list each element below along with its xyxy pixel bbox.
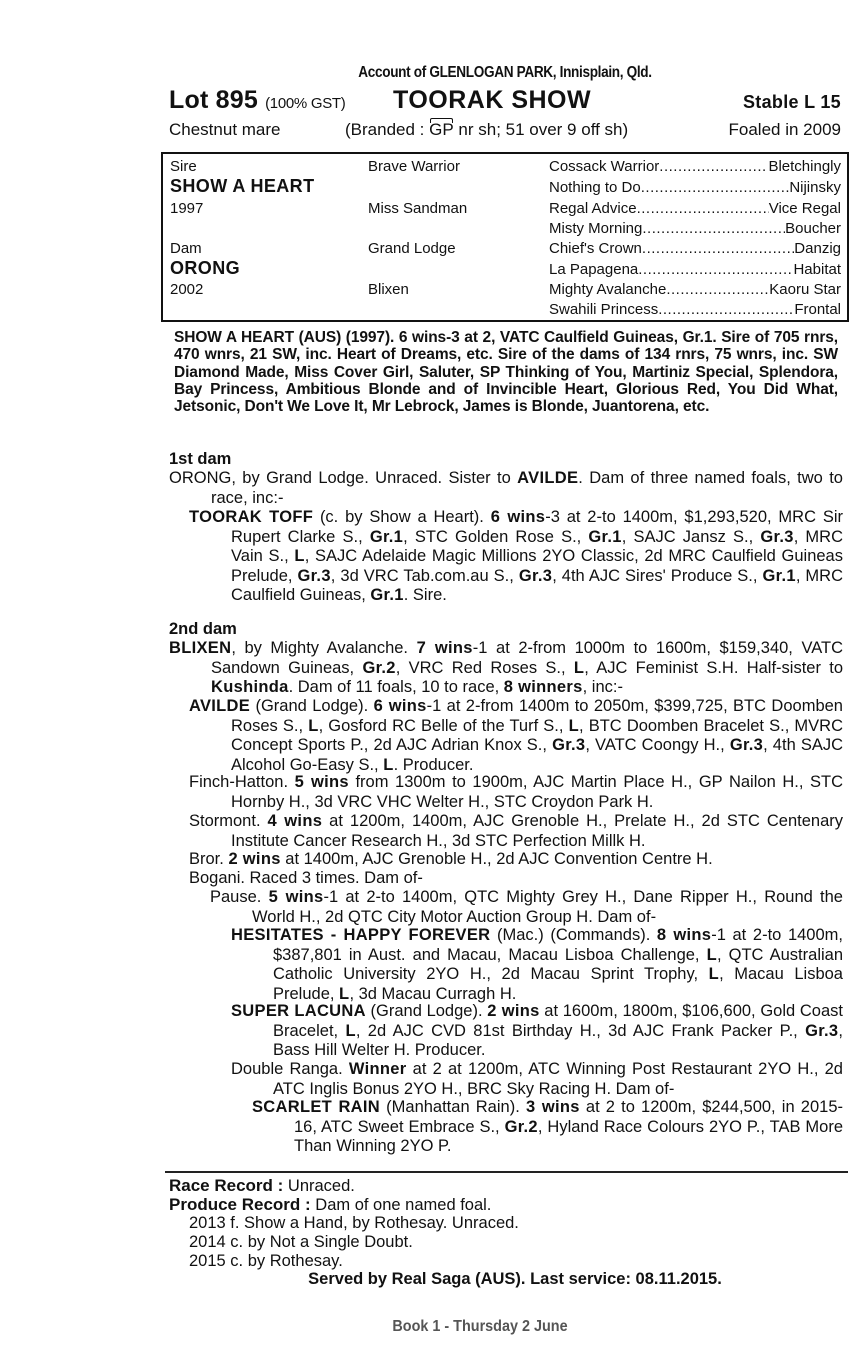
grandparent-name: Misty Morning [549,220,643,237]
text-run: , Hyland Race Colours 2YO P., TAB More Than Winning 2YO P. [294,1117,843,1156]
text-run: , BTC Doomben Bracelet S., MVRC Concept Sports P., 2d AJC Adrian Knox S., [231,716,843,755]
text-run: Double Ranga. [231,1060,349,1078]
grandparent-row [549,179,841,197]
bold-text: 8 wins [656,926,712,944]
text-run: at 1400m, AJC Grenoble H., 2d AJC Convention Centre H. [280,850,713,868]
grandparent-row [549,158,841,176]
text-run: at 2 to 1200m, $244,500, in 2015-16, ATC Sweet Embrace S., [294,1098,843,1136]
text-run: , 4th AJC Sires' Produce S., [552,566,763,585]
progeny-entry [189,869,843,889]
grandparent-sire: Danzig [794,240,841,257]
text-run: Pause. [210,888,269,906]
bold-text: Gr.1 [370,586,404,605]
color-sex: Chestnut mare [169,120,281,139]
bold-text: 6 wins [373,697,427,715]
leader-dots [641,179,790,197]
bold-text: SCARLET RAIN [252,1098,380,1116]
grandparent-name: Chief's Crown [549,240,642,257]
grand-progeny-entry [210,888,843,927]
dam-entry [169,639,843,698]
grandparent-sire: Frontal [794,301,841,318]
text-run: Stormont. [189,812,268,830]
progeny-entry [189,508,843,606]
bold-text: Gr.3 [760,527,794,546]
foal-entry: 2014 c. by Not a Single Doubt. [189,1233,413,1251]
text-run: ORONG, by Grand Lodge. Unraced. Sister to [169,469,518,487]
text-run: (Manhattan Rain). [380,1098,526,1116]
text-run: at 2 at 1200m, ATC Winning Post Restaurant 2YO H., 2d ATC Inglis Bonus 2YO H., BRC Sky Racing H. Dam of- [273,1060,843,1098]
text-run: , SAJC Jansz S., [621,527,761,546]
horse-name: TOORAK SHOW [393,86,592,114]
text-run: , by Mighty Avalanche. [231,639,417,657]
dam-name: ORONG [170,258,241,278]
text-run: -3 at 2-to 1400m, $1,293,520, MRC Sir Rupert Clarke S., [231,508,844,546]
bold-text: L [706,945,717,964]
bold-text: 5 wins [268,888,324,906]
text-run: , Gosford RC Belle of the Turf S., [318,716,569,735]
great-grand-progeny-entry [231,1060,843,1099]
bold-text: Kushinda [211,678,289,697]
bold-text: AVILDE [189,697,251,715]
grandparent-row [549,281,841,299]
text-run: . Producer. [393,755,474,774]
bold-text: L [568,716,579,735]
grandparent-name: Regal Advice [549,200,637,217]
lot-number [169,86,345,115]
bold-text: Gr.1 [369,527,404,546]
progeny-entry [189,850,843,870]
text-run: Bror. [189,850,229,868]
grandparent-sire: Boucher [785,220,841,237]
sire-name: SHOW A HEART [170,176,315,196]
grandparent-row [549,200,841,218]
dam-dam: Blixen [368,281,409,298]
first-dam-heading: 1st dam [169,450,232,468]
bold-text: 3 wins [525,1098,580,1116]
text-run: at 1200m, 1400m, AJC Grenoble H., Prelate H., 2d STC Centenary Institute Cancer Research H., 3d STC Perfection Millk H. [231,812,843,850]
progeny-entry [189,697,843,775]
bold-text: AVILDE [517,469,579,487]
progeny-entry [189,773,843,812]
text-run: Bogani. Raced 3 times. Dam of- [189,869,423,887]
text-run: , inc:- [582,678,623,697]
leader-dots [659,158,768,176]
great-great-grand-progeny-entry [252,1098,843,1157]
grandparent-name: Mighty Avalanche [549,281,667,298]
produce-record-label: Produce Record : [169,1195,311,1214]
foal-entry: 2013 f. Show a Hand, by Rothesay. Unraced. [189,1214,519,1232]
leader-dots [638,261,793,279]
text-run: , STC Golden Rose S., [403,527,589,546]
grandparent-row [549,301,841,319]
leader-dots [658,301,794,319]
progeny-entry [189,812,843,851]
bold-text: Gr.1 [762,566,796,585]
foaled-year: Foaled in 2009 [728,120,841,139]
text-run: , MRC Caulfield Guineas, [231,566,843,605]
grandparent-sire: Vice Regal [768,200,841,217]
text-run: (Grand Lodge). [250,697,374,715]
text-run: , 2d AJC CVD 81st Birthday H., 3d AJC Frank Packer P., [355,1021,806,1040]
text-run: (c. by Show a Heart). [313,508,491,526]
grandparent-sire: Bletchingly [768,158,841,175]
sire-dam: Miss Sandman [368,200,468,217]
text-run: . Dam of 11 foals, 10 to race, [288,678,504,697]
text-run: . Sire. [403,586,447,605]
race-record [169,1176,355,1197]
leader-dots [642,220,785,238]
grandparent-name: Swahili Princess [549,301,659,318]
great-grand-progeny-entry [231,926,843,1004]
bold-text: Gr.3 [729,736,764,755]
bold-text: 4 wins [267,812,323,830]
bold-text: 7 wins [416,639,473,657]
great-grand-progeny-entry [231,1002,843,1061]
branded-suffix: nr sh; 51 over 9 off sh) [453,120,629,139]
text-run: -1 at 2-to 1400m, QTC Mighty Grey H., Dane Ripper H., Round the World H., 2d QTC City Motor Auction Group H. Dam of- [252,888,843,926]
bold-text: Gr.3 [518,566,553,585]
dam-entry [169,469,843,508]
sire-label: Sire [170,158,197,175]
text-run: Finch-Hatton. [189,773,295,791]
grandparent-name: La Papagena [549,261,639,278]
vendor-account: Account of GLENLOGAN PARK, Innisplain, Qld. [358,64,652,81]
text-run: , 4th SAJC Alcohol Go-Easy S., [231,736,844,774]
page-footer: Book 1 - Thursday 2 June [392,1318,568,1335]
bold-text: TOORAK TOFF [189,508,314,526]
text-run: , VATC Coongy H., [585,736,730,755]
text-run: -1 at 2-from 1400m to 2050m, $399,725, BTC Doomben Roses S., [231,697,843,735]
bold-text: Gr.2 [504,1117,538,1136]
bold-text: 2 wins [228,850,281,868]
bold-text: Gr.1 [588,527,622,546]
sire-summary: SHOW A HEART (AUS) (1997). 6 wins-3 at 2, VATC Caulfield Guineas, Gr.1. Sire of 705 rnrs, 470 wnrs, 21 SW, inc. Heart of Dreams, etc. Sire of the dams of 134 rnrs, 75 wnrs, inc. SW Diamond Made, Miss Cover Girl, Saluter, SP Thinking of You, Martiniz Special, Splendora, Bay Princess, Ambitious Blonde and of Invincible Heart, Glorious Red, You Did What, Jetsonic, Don't We Love It, Mr Lebrock, James is Blonde, Juantorena, etc. [174,329,838,416]
dam-sire: Grand Lodge [368,240,456,257]
bold-text: 6 wins [490,508,546,526]
bold-text: Gr.3 [552,736,586,755]
grandparent-sire: Nijinsky [789,179,841,196]
grandparent-sire: Habitat [793,261,841,278]
text-run: , MRC Vain S., [231,527,844,566]
brand-mark-icon: GP [429,120,454,139]
bold-text: 8 winners [503,678,583,697]
brand-description [345,120,628,140]
pedigree-table [161,152,849,322]
bold-text: BLIXEN [169,639,232,657]
sire-year: 1997 [170,200,204,217]
bold-text: Winner [348,1060,407,1078]
grandparent-name: Nothing to Do [549,179,641,196]
text-run: , 3d VRC Tab.com.au S., [330,566,519,585]
race-record-label: Race Record : [169,1176,284,1195]
gst-note: (100% GST) [265,95,346,112]
text-run: , AJC Feminist S.H. Half-sister to [584,658,844,677]
bold-text: SUPER LACUNA [231,1002,366,1020]
bold-text: Gr.3 [805,1021,839,1040]
second-dam-heading: 2nd dam [169,620,237,638]
grandparent-sire: Kaoru Star [769,281,841,298]
grandparent-name: Cossack Warrior [549,158,660,175]
bold-text: L [345,1021,356,1040]
text-run: (Mac.) (Commands). [490,926,657,944]
leader-dots [666,281,769,299]
bold-text: 2 wins [487,1002,540,1020]
leader-dots [637,200,769,218]
bold-text: Gr.3 [297,566,331,585]
text-run: from 1300m to 1900m, AJC Martin Place H., GP Nailon H., STC Hornby H., 3d VRC VHC Welter H., STC Croydon Park H. [231,773,843,811]
text-run: , SAJC Adelaide Magic Millions 2YO Classic, 2d MRC Caulfield Guineas Prelude, [231,547,843,585]
text-run: -1 at 2-from 1000m to 1600m, $159,340, VATC Sandown Guineas, [211,639,843,677]
lot-label: Lot 895 [169,86,258,114]
bold-text: HESITATES - HAPPY FOREVER [231,926,491,944]
section-divider [165,1171,848,1173]
text-run: at 1600m, 1800m, $106,600, Gold Coast Bracelet, [273,1002,843,1040]
foal-entry: 2015 c. by Rothesay. [189,1252,343,1270]
stable-location: Stable L 15 [742,92,841,112]
text-run: , VRC Red Roses S., [395,658,574,677]
bold-text: L [573,658,585,677]
race-record-value: Unraced. [283,1177,355,1195]
bold-text: L [339,984,350,1003]
text-run: -1 at 2-to 1400m, $387,801 in Aust. and Macau, Macau Lisboa Challenge, [273,926,843,964]
grandparent-row [549,261,841,279]
grandparent-row [549,220,841,238]
text-run: , Macau Lisboa Prelude, [273,965,843,1003]
bold-text: L [708,965,720,984]
text-run: , Bass Hill Welter H. Producer. [273,1021,843,1060]
bold-text: L [294,547,305,566]
branded-prefix: (Branded : [345,120,430,139]
service-note: Served by Real Saga (AUS). Last service: 08.11.2015. [308,1270,722,1288]
text-run: . Dam of three named foals, two to race, inc:- [211,469,843,507]
leader-dots [642,240,794,258]
bold-text: Gr.2 [362,658,396,677]
bold-text: 5 wins [294,773,349,791]
dam-year: 2002 [170,281,204,298]
bold-text: L [308,716,319,735]
sire-sire: Brave Warrior [368,158,460,175]
dam-label: Dam [170,240,202,257]
bold-text: L [383,755,394,774]
produce-record-value: Dam of one named foal. [310,1196,492,1214]
grandparent-row [549,240,841,258]
produce-record [169,1195,491,1216]
text-run: (Grand Lodge). [365,1002,488,1020]
text-run: , 3d Macau Curragh H. [349,984,517,1003]
text-run: , QTC Australian Catholic University 2YO H., 2d Macau Sprint Trophy, [273,945,843,984]
